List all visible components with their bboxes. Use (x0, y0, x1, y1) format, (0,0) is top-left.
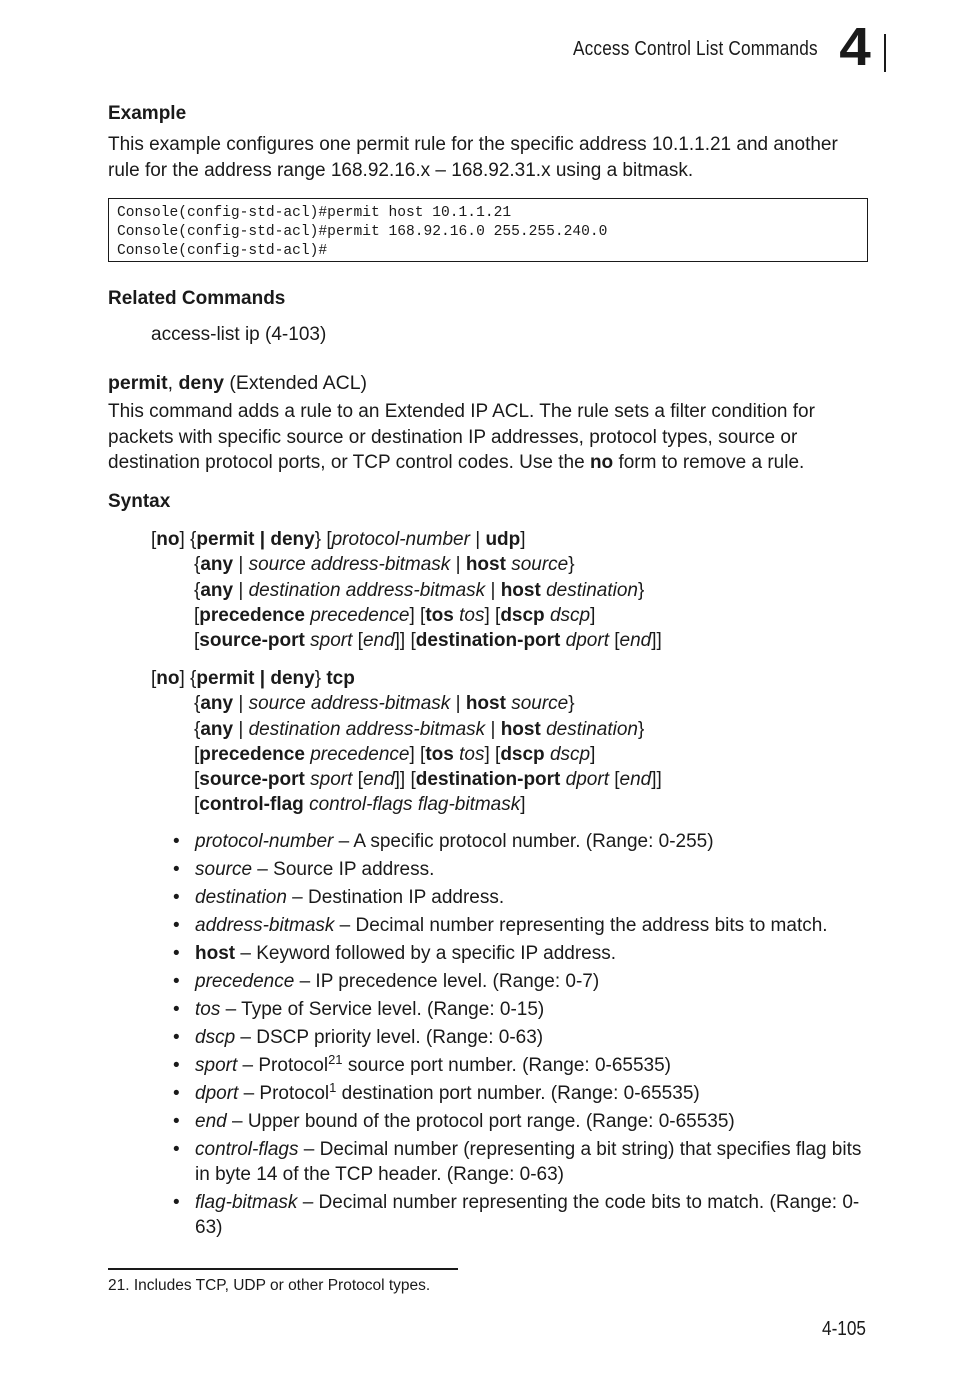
command-description: This command adds a rule to an Extended IP ACL. The rule sets a filter condition for packets with specific source or destination IP addresses, protocol types, source or destination protocol ports, or TCP control codes. Use the no form to remove a rule. (108, 401, 815, 473)
syntax-line: {any | destination address-bitmask | host destination} (194, 718, 645, 740)
syntax-block-udp (151, 527, 662, 653)
command-deny: deny (178, 372, 224, 394)
parameter-item: • control-flags – Decimal number (representing a bit string) that specifies flag bits in byte 14 of the TCP header. (Range: 0-63) (170, 1137, 870, 1187)
footnote-ref[interactable]: 1 (329, 1080, 337, 1095)
chapter-rule (884, 34, 886, 72)
parameter-item: • sport – Protocol$^{21}$ source port number. (Range: 0-65535) (170, 1053, 870, 1078)
page-number: 4-105 (822, 1318, 866, 1340)
parameter-item: • precedence – IP precedence level. (Range: 0-7) (170, 969, 870, 994)
example-text: This example configures one permit rule for the specific address 10.1.1.21 and another rule for the address range 168.92.16.x – 168.92.31.x using a bitmask. (108, 134, 838, 181)
command-comma: , (167, 372, 179, 394)
chapter-tab (839, 17, 886, 77)
parameter-item: • tos – Type of Service level. (Range: 0-15) (170, 997, 870, 1022)
syntax-line: {any | source address-bitmask | host source} (194, 554, 575, 576)
parameter-item: • host – Keyword followed by a specific IP address. (170, 941, 870, 966)
parameter-item: • end – Upper bound of the protocol port range. (Range: 0-65535) (170, 1109, 870, 1134)
syntax-line: [precedence precedence] [tos tos] [dscp dscp] (194, 604, 596, 626)
parameter-item: • source – Source IP address. (170, 857, 870, 882)
parameter-item: • flag-bitmask – Decimal number representing the code bits to match. (Range: 0-63) (170, 1190, 870, 1240)
related-commands-heading: Related Commands (108, 288, 286, 309)
code-line: Console(config-std-acl)#permit 168.92.16.0 255.255.240.0 (117, 224, 608, 240)
syntax-line: {any | source address-bitmask | host source} (194, 693, 575, 715)
syntax-line: [no] {permit | deny} tcp (151, 668, 355, 689)
footnote-rule (108, 1268, 458, 1270)
chapter-number: 4 (839, 17, 871, 77)
parameter-item: • dscp – DSCP priority level. (Range: 0-63) (170, 1025, 870, 1050)
syntax-line: [no] {permit | deny} [protocol-number | udp] (151, 529, 526, 550)
running-header: Access Control List Commands (573, 38, 818, 60)
syntax-line: [control-flag control-flags flag-bitmask] (194, 794, 526, 816)
related-command-item: access-list ip (4-103) (151, 324, 327, 345)
command-title (108, 372, 367, 395)
syntax-line: [source-port sport [end]] [destination-port dport [end]] (194, 769, 662, 791)
parameter-list (170, 829, 870, 1243)
command-permit: permit (108, 372, 168, 394)
parameter-item: • address-bitmask – Decimal number representing the address bits to match. (170, 913, 870, 938)
syntax-line: [source-port sport [end]] [destination-port dport [end]] (194, 630, 662, 652)
footnote: 21. Includes TCP, UDP or other Protocol types. (108, 1277, 431, 1294)
code-line: Console(config-std-acl)#permit host 10.1.1.21 (117, 205, 512, 221)
command-suffix: (Extended ACL) (223, 372, 368, 394)
parameter-item: • destination – Destination IP address. (170, 885, 870, 910)
parameter-item: • dport – Protocol$^1$ destination port number. (Range: 0-65535) (170, 1081, 870, 1106)
syntax-line: {any | destination address-bitmask | host destination} (194, 579, 645, 601)
footnote-ref[interactable]: 21 (328, 1052, 343, 1067)
parameter-item: • protocol-number – A specific protocol number. (Range: 0-255) (170, 829, 870, 854)
example-code-block (108, 198, 868, 262)
example-heading: Example (108, 103, 187, 124)
code-line: Console(config-std-acl)# (117, 243, 328, 259)
syntax-heading: Syntax (108, 491, 171, 512)
syntax-line: [precedence precedence] [tos tos] [dscp dscp] (194, 743, 596, 765)
syntax-block-tcp (151, 666, 662, 818)
